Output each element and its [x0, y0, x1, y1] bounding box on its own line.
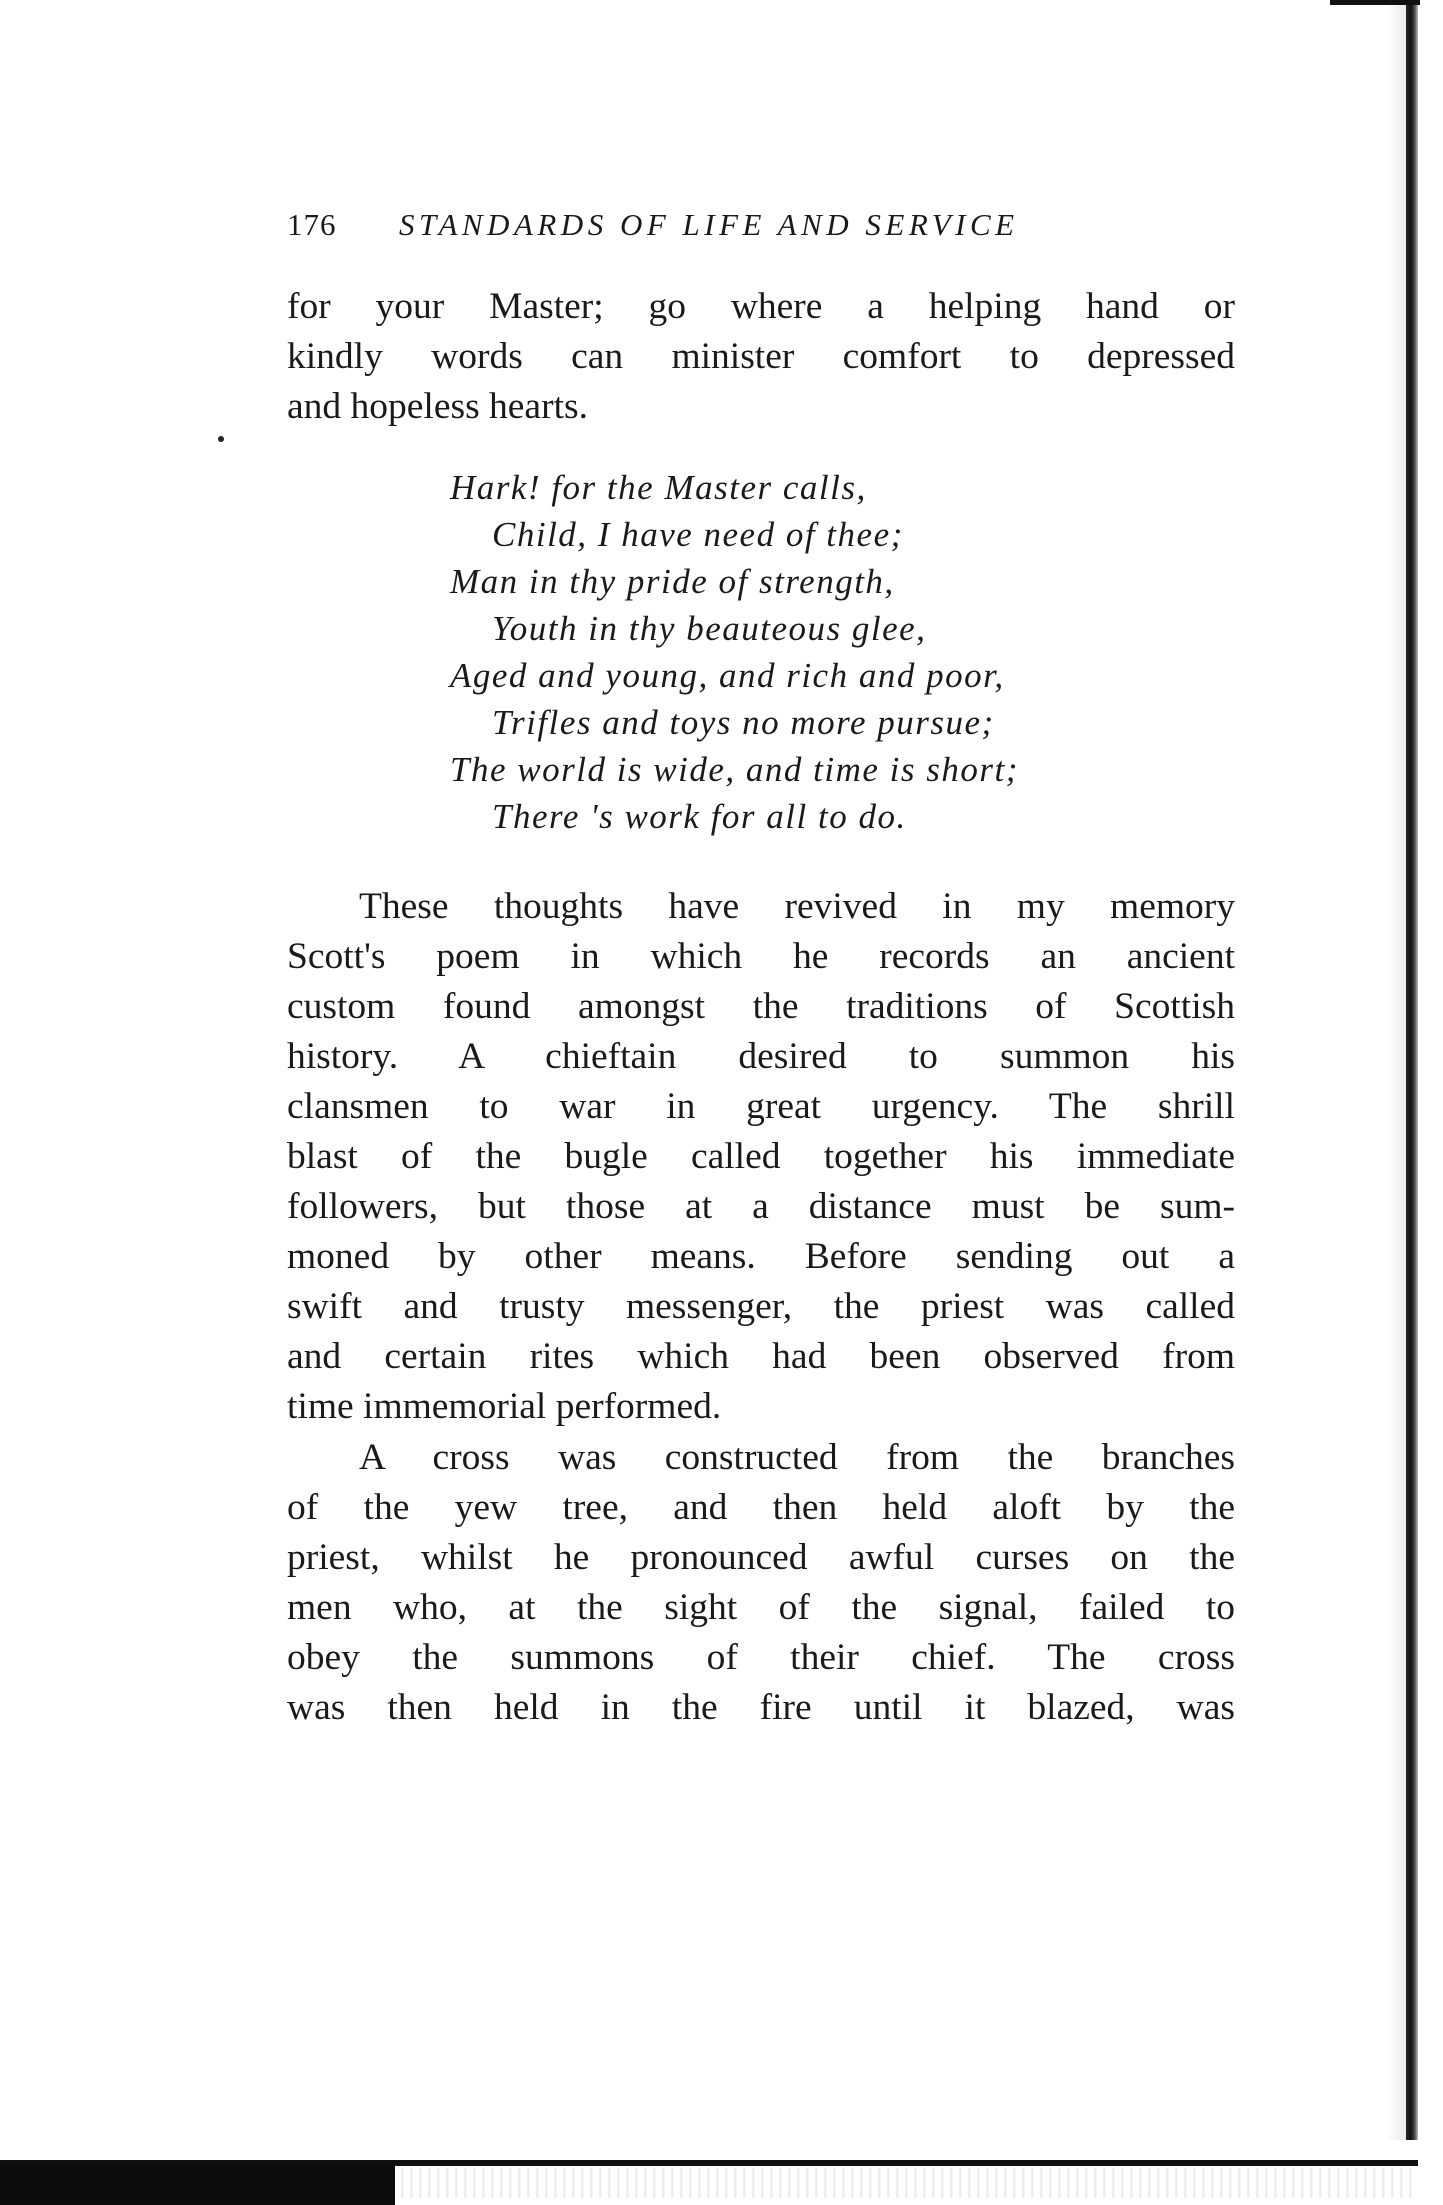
- scan-bottom-bar: [0, 2163, 395, 2205]
- poem-line: Youth in thy beauteous glee,: [492, 609, 927, 648]
- paragraph-2: [287, 882, 1235, 1432]
- text-line: and certain rites which had been observed from: [287, 1336, 1235, 1377]
- text-line: These thoughts have revived in my memory: [359, 886, 1235, 927]
- poem-line: Child, I have need of thee;: [492, 515, 904, 554]
- margin-dot: [218, 436, 224, 442]
- running-head: [287, 205, 1287, 245]
- text-line: moned by other means. Before sending out a: [287, 1236, 1235, 1277]
- poem-line: Aged and young, and rich and poor,: [450, 656, 1005, 695]
- poem-line: Man in thy pride of strength,: [450, 562, 895, 601]
- running-title: STANDARDS OF LIFE AND SERVICE: [399, 207, 1019, 242]
- text-line: history. A chieftain desired to summon his: [287, 1036, 1235, 1077]
- text-line: and hopeless hearts.: [287, 386, 588, 427]
- paragraph-1: [287, 282, 1235, 432]
- text-line: was then held in the fire until it blazed, was: [287, 1687, 1235, 1728]
- page-edge: [1406, 0, 1418, 2140]
- text-line: custom found amongst the traditions of Scottish: [287, 986, 1235, 1027]
- text-line: clansmen to war in great urgency. The shrill: [287, 1086, 1235, 1127]
- scan-shadow: [1386, 0, 1406, 2140]
- poem-line: There 's work for all to do.: [492, 797, 907, 836]
- text-line: swift and trusty messenger, the priest was called: [287, 1286, 1235, 1327]
- scan-bottom-noise: [395, 2168, 1418, 2198]
- poem-line: Hark! for the Master calls,: [450, 468, 867, 507]
- text-line: followers, but those at a distance must be sum-: [287, 1186, 1235, 1227]
- paragraph-3: [287, 1433, 1235, 1733]
- poem: [450, 464, 1250, 840]
- text-line: time immemorial performed.: [287, 1386, 722, 1427]
- poem-line: The world is wide, and time is short;: [450, 750, 1019, 789]
- text-line: men who, at the sight of the signal, failed to: [287, 1587, 1235, 1628]
- poem-line: Trifles and toys no more pursue;: [492, 703, 995, 742]
- text-line: of the yew tree, and then held aloft by the: [287, 1487, 1235, 1528]
- text-line: blast of the bugle called together his immediate: [287, 1136, 1235, 1177]
- page-number: 176: [287, 207, 337, 242]
- scan-corner: [1330, 0, 1420, 5]
- text-line: Scott's poem in which he records an ancient: [287, 936, 1235, 977]
- text-line: A cross was constructed from the branches: [359, 1437, 1235, 1478]
- text-line: for your Master; go where a helping hand or: [287, 286, 1235, 327]
- text-line: obey the summons of their chief. The cross: [287, 1637, 1235, 1678]
- text-line: kindly words can minister comfort to depressed: [287, 336, 1235, 377]
- text-line: priest, whilst he pronounced awful curses on the: [287, 1537, 1235, 1578]
